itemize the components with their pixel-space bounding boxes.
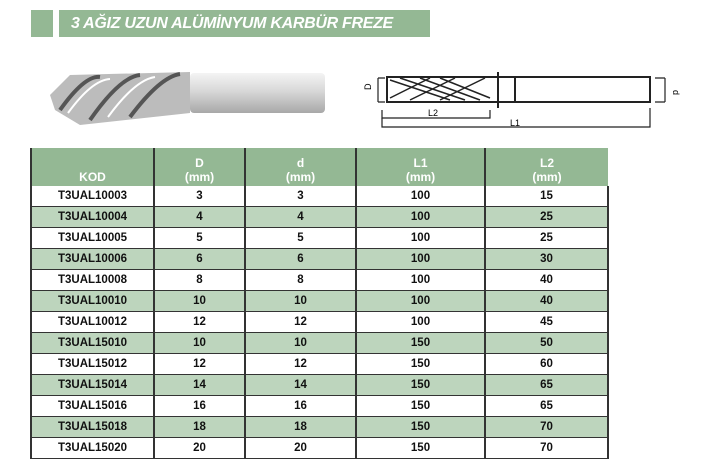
table-cell: 100 bbox=[356, 312, 485, 333]
header-label: L1 bbox=[413, 156, 428, 170]
page-title: 3 AĞIZ UZUN ALÜMİNYUM KARBÜR FREZE bbox=[59, 10, 430, 37]
table-cell: 65 bbox=[485, 375, 608, 396]
table-row bbox=[31, 249, 608, 270]
table-cell: 15 bbox=[485, 186, 608, 207]
product-table bbox=[30, 148, 609, 459]
table-cell: 70 bbox=[485, 417, 608, 438]
table-cell: 6 bbox=[154, 249, 245, 270]
table-cell: 100 bbox=[356, 249, 485, 270]
table-cell: T3UAL15018 bbox=[31, 417, 154, 438]
table-cell: 12 bbox=[245, 354, 356, 375]
d-label: d bbox=[671, 90, 681, 96]
table-cell: 150 bbox=[356, 396, 485, 417]
table-cell: 100 bbox=[356, 270, 485, 291]
title-accent bbox=[31, 10, 53, 37]
header-unit: (mm) bbox=[405, 170, 436, 184]
table-cell: T3UAL10008 bbox=[31, 270, 154, 291]
table-cell: 65 bbox=[485, 396, 608, 417]
table-cell: 12 bbox=[245, 312, 356, 333]
table-row bbox=[31, 438, 608, 459]
header-label: d bbox=[296, 156, 305, 170]
table-cell: 60 bbox=[485, 354, 608, 375]
header-unit: (mm) bbox=[285, 170, 316, 184]
dimension-diagram bbox=[340, 60, 700, 135]
table-cell: 16 bbox=[154, 396, 245, 417]
table-cell: T3UAL15012 bbox=[31, 354, 154, 375]
table-cell: 6 bbox=[245, 249, 356, 270]
table-cell: 3 bbox=[154, 186, 245, 207]
table-cell: T3UAL15016 bbox=[31, 396, 154, 417]
table-cell: 10 bbox=[245, 333, 356, 354]
table-cell: 12 bbox=[154, 312, 245, 333]
table-cell: 5 bbox=[245, 228, 356, 249]
table-cell: 150 bbox=[356, 354, 485, 375]
table-cell: 18 bbox=[245, 417, 356, 438]
table-cell: 18 bbox=[154, 417, 245, 438]
table-cell: 150 bbox=[356, 375, 485, 396]
table-cell: 100 bbox=[356, 207, 485, 228]
table-cell: 150 bbox=[356, 333, 485, 354]
table-row bbox=[31, 186, 608, 207]
table-row bbox=[31, 291, 608, 312]
column-header bbox=[356, 148, 485, 186]
table-cell: 4 bbox=[245, 207, 356, 228]
table-row bbox=[31, 207, 608, 228]
header-unit: (mm) bbox=[184, 170, 215, 184]
header-unit: KOD bbox=[79, 170, 106, 184]
table-cell: T3UAL15010 bbox=[31, 333, 154, 354]
table-row bbox=[31, 354, 608, 375]
table-cell: 100 bbox=[356, 291, 485, 312]
table-cell: 30 bbox=[485, 249, 608, 270]
table-row bbox=[31, 333, 608, 354]
D-label: D bbox=[363, 83, 373, 90]
header-label: D bbox=[195, 156, 204, 170]
table-row bbox=[31, 312, 608, 333]
header-label: L2 bbox=[539, 156, 554, 170]
table-cell: 25 bbox=[485, 228, 608, 249]
table-cell: 70 bbox=[485, 438, 608, 459]
table-cell: 12 bbox=[154, 354, 245, 375]
table-cell: 16 bbox=[245, 396, 356, 417]
L2-label: L2 bbox=[428, 108, 439, 118]
table-cell: 10 bbox=[154, 291, 245, 312]
table-cell: 8 bbox=[154, 270, 245, 291]
table-row bbox=[31, 417, 608, 438]
L1-label: L1 bbox=[510, 118, 521, 128]
table-cell: 100 bbox=[356, 228, 485, 249]
header-unit: (mm) bbox=[532, 170, 562, 184]
table-cell: 20 bbox=[154, 438, 245, 459]
table-cell: 8 bbox=[245, 270, 356, 291]
table-row bbox=[31, 396, 608, 417]
table-cell: T3UAL10005 bbox=[31, 228, 154, 249]
table-cell: 100 bbox=[356, 186, 485, 207]
table-row bbox=[31, 375, 608, 396]
table-row bbox=[31, 270, 608, 291]
table-cell: T3UAL15014 bbox=[31, 375, 154, 396]
table-cell: 10 bbox=[245, 291, 356, 312]
table-cell: 25 bbox=[485, 207, 608, 228]
table-cell: 40 bbox=[485, 270, 608, 291]
table-row bbox=[31, 228, 608, 249]
column-header bbox=[485, 148, 608, 186]
table-cell: 14 bbox=[154, 375, 245, 396]
column-header bbox=[245, 148, 356, 186]
table-cell: 10 bbox=[154, 333, 245, 354]
table-cell: T3UAL15020 bbox=[31, 438, 154, 459]
table-cell: 20 bbox=[245, 438, 356, 459]
table-cell: T3UAL10010 bbox=[31, 291, 154, 312]
table-cell: 14 bbox=[245, 375, 356, 396]
table-cell: 5 bbox=[154, 228, 245, 249]
column-header bbox=[31, 148, 154, 186]
table-cell: T3UAL10004 bbox=[31, 207, 154, 228]
table-cell: 4 bbox=[154, 207, 245, 228]
table-cell: T3UAL10003 bbox=[31, 186, 154, 207]
table-cell: T3UAL10006 bbox=[31, 249, 154, 270]
table-cell: 45 bbox=[485, 312, 608, 333]
table-cell: 150 bbox=[356, 417, 485, 438]
table-cell: 150 bbox=[356, 438, 485, 459]
table-cell: 50 bbox=[485, 333, 608, 354]
table-cell: T3UAL10012 bbox=[31, 312, 154, 333]
table-cell: 40 bbox=[485, 291, 608, 312]
end-mill-photo bbox=[40, 55, 335, 130]
table-cell: 3 bbox=[245, 186, 356, 207]
column-header bbox=[154, 148, 245, 186]
